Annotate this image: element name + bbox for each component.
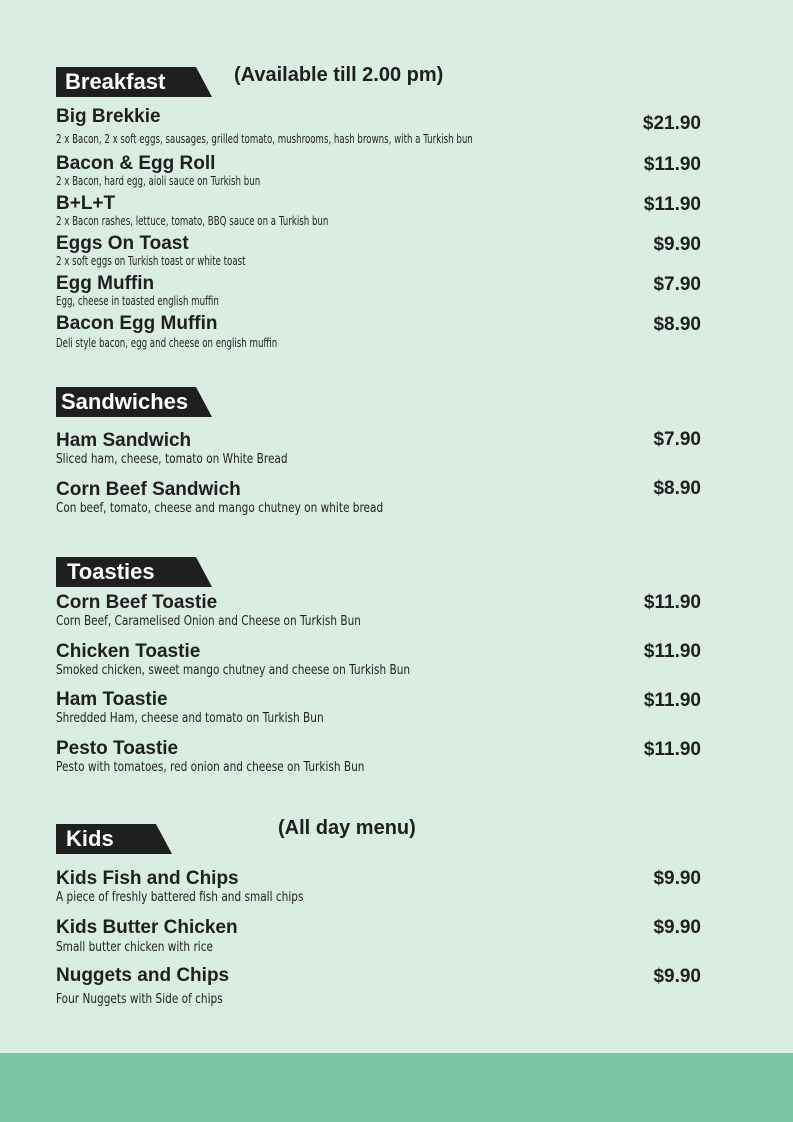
item-price: $11.90 (643, 592, 701, 613)
item-name: B+L+T (56, 193, 116, 214)
section-title-kids: Kids (66, 826, 114, 851)
item-name: Corn Beef Sandwich (56, 479, 241, 500)
kids-availability-note: (All day menu) (278, 817, 416, 839)
item-description: Corn Beef, Caramelised Onion and Cheese on Turkish Bun (56, 613, 361, 629)
item-name: Eggs On Toast (56, 233, 189, 254)
item-name: Ham Sandwich (56, 430, 192, 451)
item-description: Shredded Ham, cheese and tomato on Turkish Bun (56, 710, 324, 726)
item-description: Sliced ham, cheese, tomato on White Bread (56, 451, 288, 467)
item-description: 2 x Bacon, hard egg, aioli sauce on Turkish bun (56, 174, 261, 188)
item-name: Pesto Toastie (56, 738, 179, 759)
item-name: Corn Beef Toastie (56, 592, 218, 613)
item-name: Ham Toastie (56, 689, 168, 710)
item-price: $11.90 (643, 739, 701, 760)
item-price: $21.90 (642, 113, 701, 134)
item-price: $11.90 (643, 154, 701, 175)
section-tag-sandwiches (56, 387, 196, 417)
breakfast-availability-note: (Available till 2.00 pm) (234, 64, 444, 86)
item-price: $11.90 (643, 194, 701, 215)
item-name: Bacon & Egg Roll (56, 153, 216, 174)
item-description: A piece of freshly battered fish and small chips (56, 889, 304, 905)
item-description: Small butter chicken with rice (56, 939, 213, 955)
item-name: Kids Fish and Chips (56, 868, 239, 889)
item-description: Pesto with tomatoes, red onion and cheese on Turkish Bun (56, 759, 365, 775)
item-description: Four Nuggets with Side of chips (56, 991, 223, 1007)
item-description: Con beef, tomato, cheese and mango chutney on white bread (56, 500, 384, 516)
item-price: $9.90 (653, 234, 701, 255)
item-price: $9.90 (653, 868, 701, 889)
item-name: Nuggets and Chips (56, 965, 230, 986)
item-price: $8.90 (653, 478, 701, 499)
item-price: $7.90 (653, 274, 701, 295)
section-title-breakfast: Breakfast (65, 69, 166, 94)
item-name: Egg Muffin (56, 273, 155, 294)
section-tag-toasties (56, 557, 196, 587)
item-description: Smoked chicken, sweet mango chutney and cheese on Turkish Bun (56, 662, 411, 678)
item-price: $9.90 (653, 917, 701, 938)
item-price: $9.90 (653, 966, 701, 987)
item-price: $11.90 (643, 641, 701, 662)
item-description: 2 x Bacon rashes, lettuce, tomato, BBQ sauce on a Turkish bun (56, 214, 329, 228)
item-description: Egg, cheese in toasted english muffin (56, 294, 219, 308)
item-description: Deli style bacon, egg and cheese on english muffin (56, 336, 278, 350)
section-tag-breakfast (56, 67, 196, 97)
section-title-sandwiches: Sandwiches (61, 389, 189, 414)
section-tag-kids (56, 824, 156, 854)
item-name: Bacon Egg Muffin (56, 313, 218, 334)
item-name: Kids Butter Chicken (56, 917, 238, 938)
item-name: Big Brekkie (56, 106, 161, 127)
section-title-toasties: Toasties (67, 559, 155, 584)
item-name: Chicken Toastie (56, 641, 201, 662)
item-price: $11.90 (643, 690, 701, 711)
item-price: $8.90 (653, 314, 701, 335)
footer-band (0, 1053, 793, 1122)
item-description: 2 x Bacon, 2 x soft eggs, sausages, grilled tomato, mushrooms, hash browns, with a Turkish bun (56, 132, 473, 146)
item-price: $7.90 (653, 429, 701, 450)
item-description: 2 x soft eggs on Turkish toast or white toast (56, 254, 246, 268)
